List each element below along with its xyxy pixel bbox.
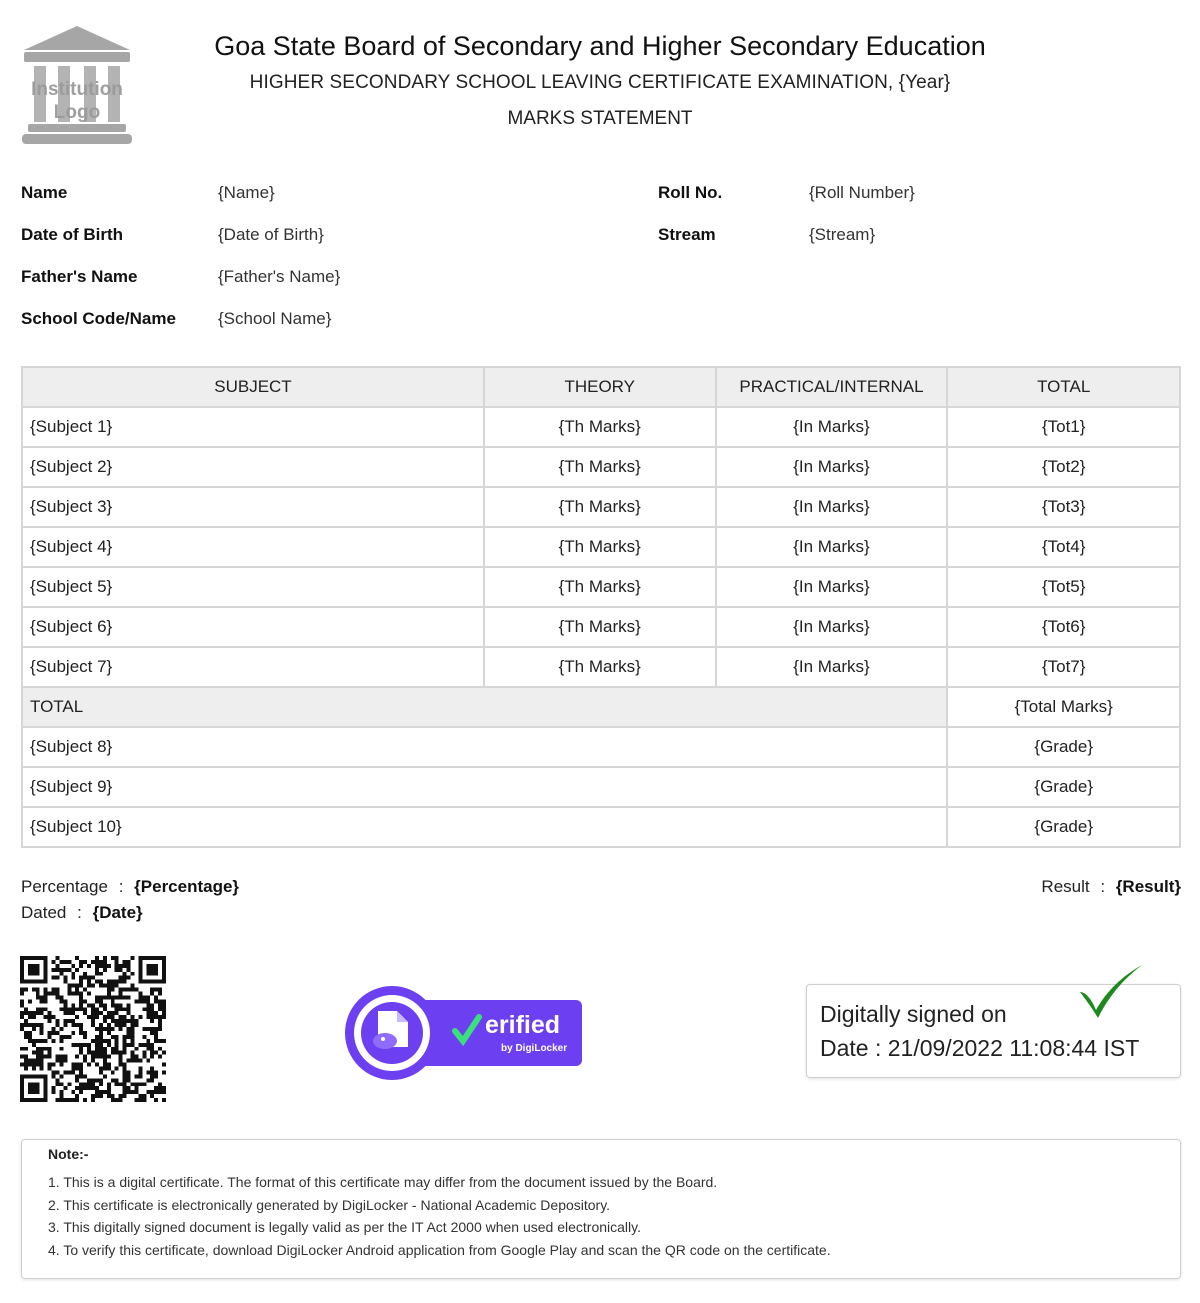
- header-total: TOTAL: [947, 367, 1180, 407]
- grade-cell: {Grade}: [947, 727, 1180, 767]
- note-item: 2. This certificate is electronically generated by DigiLocker - National Academic Depository.: [48, 1196, 611, 1213]
- internal-cell: {In Marks}: [716, 567, 948, 607]
- notes-box: [21, 1139, 1181, 1279]
- dated-value: {Date}: [92, 903, 143, 922]
- internal-cell: {In Marks}: [716, 607, 948, 647]
- total-cell: {Tot3}: [947, 487, 1180, 527]
- notes-list: [48, 1171, 831, 1262]
- school-value: {School Name}: [218, 309, 332, 328]
- total-cell: {Tot7}: [947, 647, 1180, 687]
- table-row: [22, 407, 1180, 447]
- dated-line: [21, 902, 143, 924]
- theory-cell: {Th Marks}: [484, 567, 716, 607]
- subject-cell: {Subject 8}: [22, 727, 947, 767]
- internal-cell: {In Marks}: [716, 527, 948, 567]
- theory-cell: {Th Marks}: [484, 447, 716, 487]
- internal-cell: {In Marks}: [716, 647, 948, 687]
- qr-finder-inner: [146, 964, 158, 976]
- qr-finder-inner: [28, 964, 40, 976]
- checkmark-icon: [1078, 962, 1144, 1020]
- roll-number-label: Roll No.: [658, 183, 723, 202]
- theory-cell: {Th Marks}: [484, 407, 716, 447]
- exam-title: HIGHER SECONDARY SCHOOL LEAVING CERTIFICATE EXAMINATION, {Year}: [249, 72, 951, 93]
- internal-cell: {In Marks}: [716, 447, 948, 487]
- note-item: 1. This is a digital certificate. The format of this certificate may differ from the document issued by the Board.: [48, 1174, 718, 1190]
- verified-text: erified: [485, 1011, 561, 1039]
- subject-cell: {Subject 9}: [22, 767, 947, 807]
- internal-cell: {In Marks}: [716, 487, 948, 527]
- grade-row: [22, 767, 1180, 807]
- total-cell: {Tot5}: [947, 567, 1180, 607]
- percentage-separator: :: [118, 877, 124, 896]
- header-subject: SUBJECT: [22, 367, 484, 407]
- notes-title: Note:-: [48, 1146, 89, 1162]
- dob-label: Date of Birth: [21, 225, 123, 244]
- result-value: {Result}: [1115, 877, 1181, 896]
- dated-separator: :: [77, 903, 82, 922]
- table-row: [22, 567, 1180, 607]
- logo-placeholder-text: Institution Logo: [31, 79, 123, 123]
- header-practical: PRACTICAL/INTERNAL: [716, 367, 948, 407]
- table-header-row: [22, 367, 1180, 407]
- grade-row: [22, 807, 1180, 847]
- result-label: Result: [1041, 877, 1090, 896]
- dob-value: {Date of Birth}: [218, 225, 324, 244]
- total-cell: {Tot6}: [947, 607, 1180, 647]
- total-label: TOTAL: [22, 687, 947, 727]
- name-value: {Name}: [218, 183, 275, 202]
- grade-cell: {Grade}: [947, 807, 1180, 847]
- theory-cell: {Th Marks}: [484, 487, 716, 527]
- school-label: School Code/Name: [21, 309, 176, 328]
- total-cell: {Tot4}: [947, 527, 1180, 567]
- subject-cell: {Subject 2}: [22, 447, 484, 487]
- verified-byline: by DigiLocker: [501, 1043, 568, 1054]
- table-row: [22, 527, 1180, 567]
- subject-cell: {Subject 6}: [22, 607, 484, 647]
- total-cell: {Tot1}: [947, 407, 1180, 447]
- percentage-value: {Percentage}: [134, 877, 240, 896]
- total-cell: {Tot2}: [947, 447, 1180, 487]
- qr-code: [20, 955, 166, 1103]
- stream-label: Stream: [658, 225, 716, 244]
- subject-cell: {Subject 1}: [22, 407, 484, 447]
- subject-cell: {Subject 4}: [22, 527, 484, 567]
- dated-label: Dated: [21, 903, 67, 922]
- grade-cell: {Grade}: [947, 767, 1180, 807]
- subject-cell: {Subject 7}: [22, 647, 484, 687]
- subject-cell: {Subject 10}: [22, 807, 947, 847]
- note-item: 4. To verify this certificate, download DigiLocker Android application from Google Play and scan the QR code on the certificate.: [48, 1242, 831, 1259]
- father-name-value: {Father's Name}: [218, 267, 341, 286]
- roll-number-value: {Roll Number}: [809, 183, 915, 202]
- theory-cell: {Th Marks}: [484, 607, 716, 647]
- theory-cell: {Th Marks}: [484, 647, 716, 687]
- grade-row: [22, 727, 1180, 767]
- total-marks-value: {Total Marks}: [947, 687, 1180, 727]
- total-row: [22, 687, 1180, 727]
- subject-cell: {Subject 5}: [22, 567, 484, 607]
- note-item: 3. This digitally signed document is legally valid as per the IT Act 2000 when used electronically.: [48, 1219, 641, 1236]
- internal-cell: {In Marks}: [716, 407, 948, 447]
- result-line: [1041, 876, 1181, 898]
- marks-table: [21, 366, 1181, 848]
- name-label: Name: [21, 183, 68, 202]
- qr-finder-inner: [28, 1082, 40, 1094]
- qr-code-icon: [20, 955, 166, 1103]
- signature-line-2: Date : 21/09/2022 11:08:44 IST: [820, 1035, 1140, 1061]
- result-separator: :: [1100, 877, 1106, 896]
- table-row: [22, 487, 1180, 527]
- stream-value: {Stream}: [809, 225, 876, 244]
- table-row: [22, 607, 1180, 647]
- father-name-label: Father's Name: [21, 267, 138, 286]
- header-theory: THEORY: [484, 367, 716, 407]
- subject-cell: {Subject 3}: [22, 487, 484, 527]
- theory-cell: {Th Marks}: [484, 527, 716, 567]
- table-row: [22, 647, 1180, 687]
- signature-line-1: Digitally signed on: [820, 1001, 1007, 1027]
- percentage-label: Percentage: [21, 877, 108, 896]
- document-type: MARKS STATEMENT: [507, 108, 693, 129]
- document-header: [0, 28, 1200, 132]
- table-row: [22, 447, 1180, 487]
- verified-badge: [345, 983, 585, 1083]
- percentage-line: [21, 876, 239, 898]
- board-title: Goa State Board of Secondary and Higher Secondary Education: [214, 31, 986, 61]
